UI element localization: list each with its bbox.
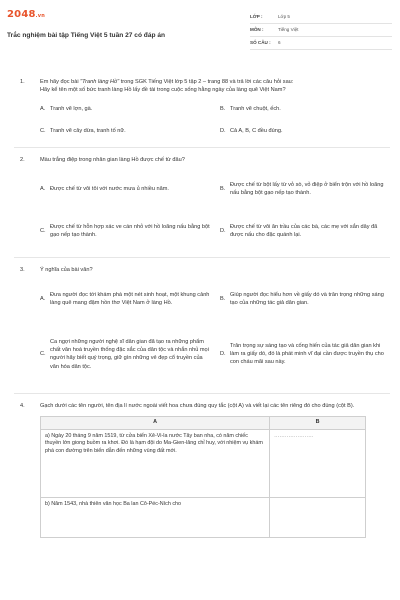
option-b[interactable] — [220, 181, 390, 197]
table-header-row — [41, 416, 366, 429]
option-letter: C. — [40, 228, 46, 235]
option-letter: A. — [40, 296, 46, 303]
options — [40, 101, 390, 139]
question-text: Màu trắng điệp trong nhân gian làng Hồ được chế từ đâu? — [40, 157, 185, 164]
meta-value: Tiếng Việt — [278, 26, 299, 32]
divider — [14, 393, 390, 394]
answer-blank[interactable] — [270, 497, 366, 537]
question-text-part: trong SGK Tiếng Việt lớp 5 tập 2 – trang 88 và trả lời các câu hỏi sau: — [119, 79, 294, 85]
logo-text: 2048 — [7, 9, 36, 20]
meta-label: MÔN : — [250, 26, 264, 32]
divider — [14, 257, 390, 258]
option-text: Tranh vẽ lợn, gà. — [50, 106, 93, 113]
question-3 — [14, 266, 390, 385]
answer-table — [40, 416, 366, 538]
option-text: Giúp người đọc hiểu hơn về giấy dó và trân trọng những sáng tạo của những tác giả dân gian. — [230, 292, 384, 307]
meta-label: LỚP : — [250, 13, 263, 19]
page-header — [0, 0, 400, 62]
option-d[interactable] — [220, 127, 390, 135]
table-row — [41, 429, 366, 497]
column-header-a: A — [41, 416, 270, 429]
option-text: Được chế từ vôi tôi với nước mưa ủ nhiều năm. — [50, 186, 169, 193]
option-letter: C. — [40, 128, 46, 135]
option-a[interactable] — [40, 291, 210, 307]
table-row — [41, 497, 366, 537]
option-letter: B. — [220, 106, 226, 113]
option-d[interactable] — [220, 223, 390, 239]
question-text: Gạch dưới các tên người, tên địa lí nước ngoài viết hoa chưa đúng quy tắc (cột A) và viết lại các tên riêng đó cho đúng (cột B). — [40, 403, 355, 410]
question-4 — [14, 402, 390, 537]
question-number: 2. — [20, 157, 25, 164]
option-text: Được chế từ vôi ăn trầu của các bà, các mẹ với sắn dây đã được nấu cho đặc quánh lại. — [230, 224, 378, 239]
question-text-title: "Tranh làng Hồ" — [80, 79, 120, 85]
option-text: Tranh vẽ chuột, ếch. — [230, 106, 281, 113]
option-c[interactable] — [40, 127, 210, 135]
column-header-b: B — [270, 416, 366, 429]
meta-value: 6 — [278, 39, 281, 45]
option-c[interactable] — [40, 338, 210, 370]
option-text: Được chế từ bột lấy từ vỏ sò, vỏ điệp ở biển trộn với hồ loãng nấu bằng bột gạo nếp tạo thành. — [230, 182, 384, 197]
question-number: 4. — [20, 403, 25, 410]
option-a[interactable] — [40, 105, 210, 113]
page-title: Trắc nghiệm bài tập Tiếng Việt 5 tuần 27 có đáp án — [7, 32, 166, 39]
option-letter: A. — [40, 106, 46, 113]
quiz-content — [14, 78, 390, 538]
meta-row-subject — [250, 24, 392, 37]
option-a[interactable] — [40, 185, 210, 193]
options — [40, 171, 390, 249]
answer-blank[interactable]: ...................... — [270, 429, 366, 497]
option-text: Đưa người đọc tới khám phá một nét sinh hoạt, một khung cảnh làng quê mang đậm hồn thơ Việt Nam ở làng Hồ. — [50, 292, 210, 307]
option-letter: D. — [220, 228, 226, 235]
cell-a: a) Ngày 20 tháng 9 năm 1519, từ cửa biển Xê-Vi-la nước Tây ban nha, có năm chiếc thuyền lớn giong buồm ra khơi. Đó là hạm đội do Ma-Gien-lăng chỉ huy, với nhiệm vụ khám phá con đường trên biển dẫn đến những vùng đất mới. — [41, 429, 270, 497]
option-letter: D. — [220, 128, 226, 135]
question-number: 3. — [20, 267, 25, 274]
question-text: Ý nghĩa của bài văn? — [40, 267, 93, 274]
divider — [14, 147, 390, 148]
option-letter: C. — [40, 351, 46, 358]
option-text: Ca ngợi những người nghệ sĩ dân gian đã tạo ra những phẩm chất văn hoá truyền thống đặc sắc của dân tộc và nhắn nhủ mọi người hãy biết quý trọng, giữ gìn những vẻ đẹp cổ truyền của văn hóa dân tộc. — [50, 339, 209, 370]
question-text-part: Em hãy đọc bài — [40, 79, 81, 85]
option-c[interactable] — [40, 223, 210, 239]
option-text: Trân trọng sự sáng tạo và cống hiến của tác giả dân gian khi làm ra giấy dó, đó là phát minh vĩ đại cần được truyền thụ cho con cháu mãi sau này. — [230, 343, 384, 366]
option-letter: D. — [220, 351, 226, 358]
question-2 — [14, 156, 390, 249]
option-text: Cả A, B, C đều đúng. — [230, 128, 283, 135]
option-letter: A. — [40, 186, 46, 193]
logo-suffix: .vn — [35, 13, 45, 19]
meta-label: SỐ CÂU : — [250, 39, 271, 45]
meta-row-count — [250, 37, 392, 50]
options — [40, 281, 390, 385]
question-text — [40, 78, 390, 94]
option-b[interactable] — [220, 291, 390, 307]
site-logo[interactable] — [7, 8, 45, 23]
question-text-part: Hãy kể tên một số bức tranh làng Hồ lấy đề tài trong cuộc sống hằng ngày của làng quê Việt Nam? — [40, 87, 286, 94]
meta-value: Lớp 5 — [278, 13, 290, 19]
option-letter: B. — [220, 186, 226, 193]
option-text: Tranh vẽ cây dừa, tranh tố nữ. — [50, 128, 126, 135]
option-text: Được chế từ hỗn hợp xác ve cán nhỏ với hồ loãng nấu bằng bột gạo nếp tạo thành. — [50, 224, 210, 239]
meta-row-class — [250, 11, 392, 24]
question-1 — [14, 78, 390, 139]
option-letter: B. — [220, 296, 226, 303]
question-number: 1. — [20, 79, 25, 85]
cell-a: b) Năm 1543, nhà thiên văn học Ba lan Cô-Péc-Ních cho — [41, 497, 270, 537]
option-d[interactable] — [220, 342, 390, 366]
option-b[interactable] — [220, 105, 390, 113]
meta-panel — [250, 11, 392, 50]
